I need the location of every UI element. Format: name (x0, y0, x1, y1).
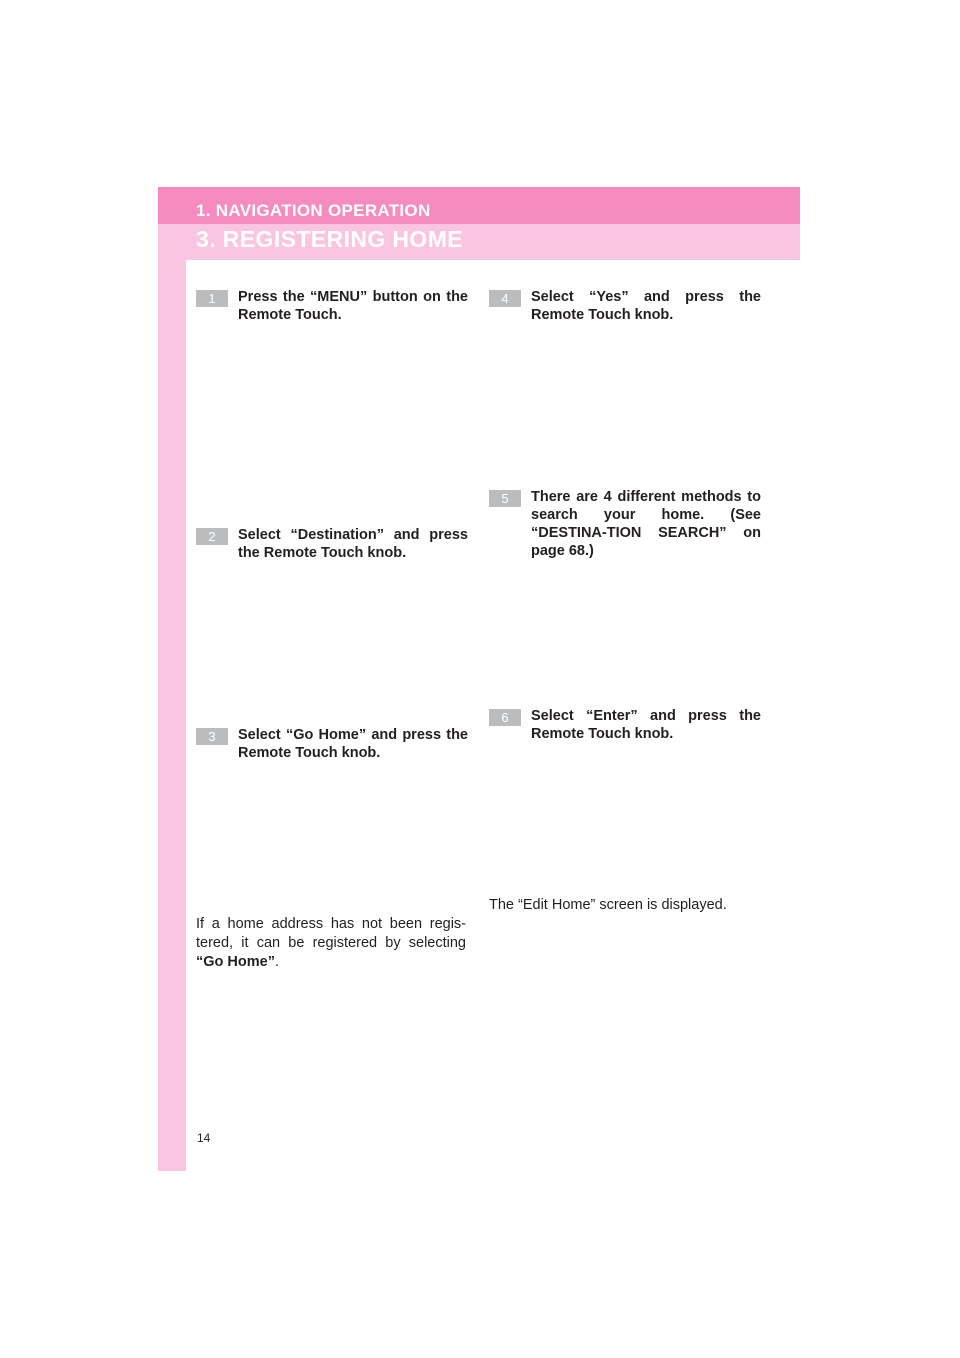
step-text: Select “Enter” and press the Remote Touch knob. (531, 708, 761, 742)
step-5 (489, 488, 761, 560)
step-text: Press the “MENU” button on the Remote Touch. (238, 289, 468, 323)
step-number-badge: 4 (489, 290, 521, 307)
section-label: 1. NAVIGATION OPERATION (196, 201, 431, 220)
step-text: There are 4 different methods to search your home. (See “DESTINA-TION SEARCH” on page 68.) (531, 489, 761, 559)
step-number-badge: 1 (196, 290, 228, 307)
step-6 (489, 707, 761, 743)
step-4 (489, 288, 761, 324)
step-number-badge: 2 (196, 528, 228, 545)
step-1 (196, 288, 468, 324)
step-text: Select “Yes” and press the Remote Touch knob. (531, 289, 761, 323)
step-number-badge: 6 (489, 709, 521, 726)
note-suffix: . (274, 954, 279, 970)
step-number-badge: 5 (489, 490, 521, 507)
step-text: Select “Go Home” and press the Remote Touch knob. (238, 727, 468, 761)
step-2 (196, 526, 468, 562)
step-3 (196, 726, 468, 762)
note-emphasis: “Go Home” (196, 954, 275, 970)
page-sidebar-band (158, 187, 186, 1171)
step-text: Select “Destination” and press the Remote Touch knob. (238, 527, 468, 561)
page-title: 3. REGISTERING HOME (196, 226, 464, 252)
note-text: If a home address has not been regis-tered, it can be registered by selecting (196, 916, 466, 951)
note-go-home (196, 915, 466, 972)
note-edit-home: The “Edit Home” screen is displayed. (489, 897, 727, 913)
page-number: 14 (197, 1131, 211, 1145)
step-number-badge: 3 (196, 728, 228, 745)
